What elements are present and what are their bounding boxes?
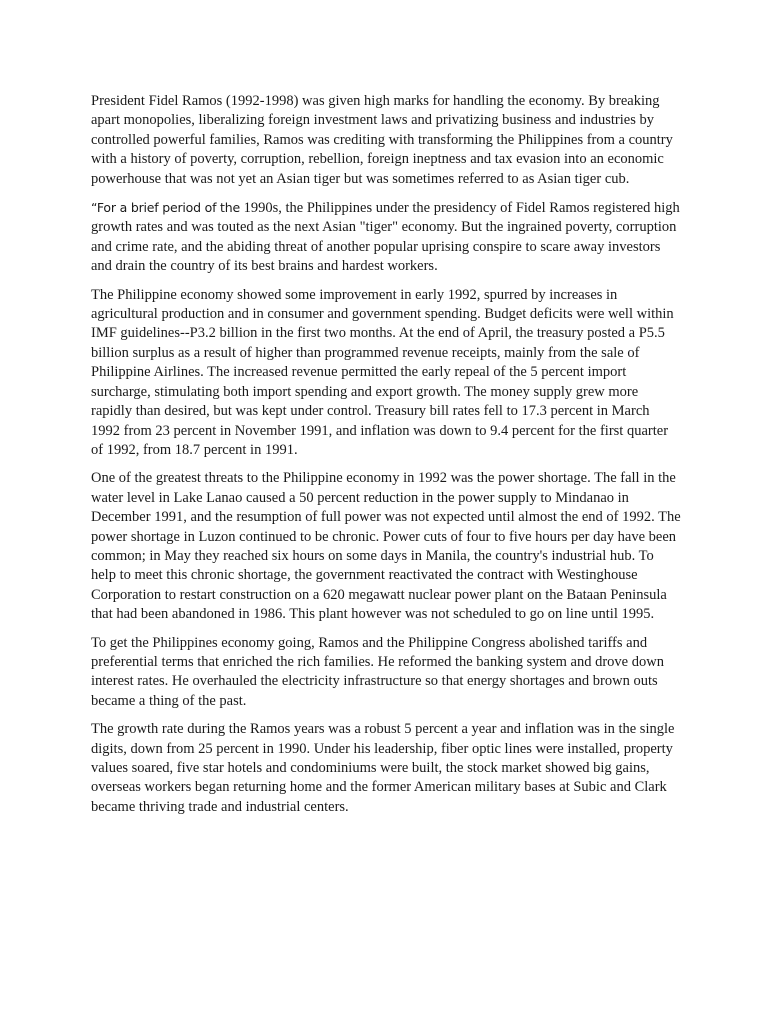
paragraph-economy-1992 bbox=[91, 286, 681, 461]
paragraph-lead-in: “For a brief period of the bbox=[91, 200, 240, 216]
paragraph-power-shortage bbox=[91, 469, 681, 624]
paragraph-reforms bbox=[91, 634, 681, 712]
paragraph-ramos-economy-marks bbox=[91, 92, 681, 189]
document-body bbox=[91, 92, 681, 826]
paragraph-asian-tiger-quote bbox=[91, 198, 681, 277]
paragraph-text: 1990s, the Philippines under the presidency of Fidel Ramos registered high growth rates and was touted as the next Asian "tiger" economy. But the ingrained poverty, corruption and crime rate, and the abiding threat of another popular uprising conspire to scare away investors and drain the country of its best brains and hardest workers. bbox=[91, 200, 680, 275]
paragraph-text: The growth rate during the Ramos years was a robust 5 percent a year and inflation was in the single digits, down from 25 percent in 1990. Under his leadership, fiber optic lines were installed, property values soared, five star hotels and condominiums were built, the stock market showed big gains, overseas workers began returning home and the former American military bases at Subic and Clark became thriving trade and industrial centers. bbox=[91, 721, 675, 815]
paragraph-text: To get the Philippines economy going, Ramos and the Philippine Congress abolished tariffs and preferential terms that enriched the rich families. He reformed the banking system and drove down interest rates. He overhauled the electricity infrastructure so that energy shortages and brown outs became a thing of the past. bbox=[91, 634, 664, 709]
paragraph-text: One of the greatest threats to the Philippine economy in 1992 was the power shortage. The fall in the water level in Lake Lanao caused a 50 percent reduction in the power supply to Mindanao in December 1991, and the resumption of full power was not expected until almost the end of 1992. The power shortage in Luzon continued to be chronic. Power cuts of four to five hours per day have been common; in May they reached six hours on some days in Manila, the country's industrial hub. To help to meet this chronic shortage, the government reactivated the contract with Westinghouse Corporation to restart construction on a 620 megawatt nuclear power plant on the Bataan Peninsula that had been abandoned in 1986. This plant however was not scheduled to go on line until 1995. bbox=[91, 470, 681, 623]
paragraph-text: President Fidel Ramos (1992-1998) was given high marks for handling the economy. By breaking apart monopolies, liberalizing foreign investment laws and privatizing business and industries by controlled powerful families, Ramos was crediting with transforming the Philippines from a country with a history of poverty, corruption, rebellion, foreign ineptness and tax evasion into an economic powerhouse that was not yet an Asian tiger but was sometimes referred to as Asian tiger cub. bbox=[91, 93, 673, 187]
paragraph-text: The Philippine economy showed some improvement in early 1992, spurred by increases in agricultural production and in consumer and government spending. Budget deficits were well within IMF guidelines--P3.2 billion in the first two months. At the end of April, the treasury posted a P5.5 billion surplus as a result of higher than programmed revenue receipts, mainly from the sale of Philippine Airlines. The increased revenue permitted the early repeal of the 5 percent import surcharge, stimulating both import spending and export growth. The money supply grew more rapidly than desired, but was kept under control. Treasury bill rates fell to 17.3 percent in March 1992 from 23 percent in November 1991, and inflation was down to 9.4 percent for the first quarter of 1992, from 18.7 percent in 1991. bbox=[91, 286, 674, 458]
paragraph-growth-rate bbox=[91, 720, 681, 817]
